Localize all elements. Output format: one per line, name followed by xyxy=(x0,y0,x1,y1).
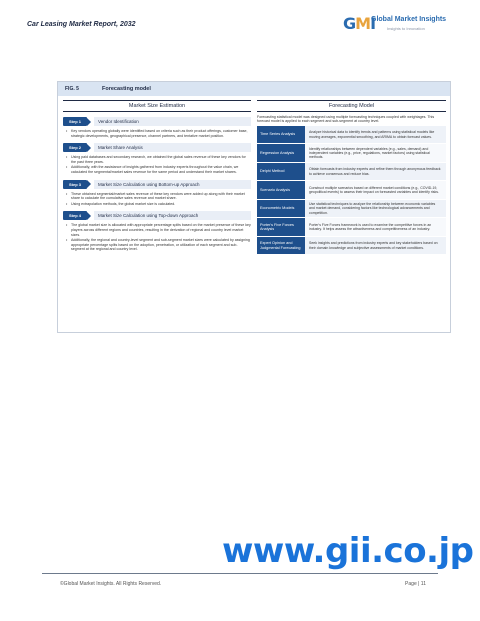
step-arrow-icon xyxy=(87,118,91,126)
right-column-heading: Forecasting Model xyxy=(257,100,446,112)
step-block xyxy=(63,180,251,207)
method-row xyxy=(257,163,446,181)
step-badge: Step 1 xyxy=(63,117,87,126)
report-title: Car Leasing Market Report, 2032 xyxy=(27,21,136,28)
step-body xyxy=(63,126,251,138)
step-bullet: • The global market size is allocated with appropriate percentage splits based on the market presence of these key players across different regions and countries, resulting in the derivation of regional and country level market sizes. xyxy=(66,223,251,237)
step-header xyxy=(63,180,251,189)
method-description: Analyze historical data to identify trends and patterns using statistical models like moving averages, exponential smoothing, and ARIMA to obtain forecast values. xyxy=(305,126,446,144)
method-name: Time Series Analysis xyxy=(257,126,305,144)
step-badge: Step 4 xyxy=(63,211,87,220)
method-table xyxy=(257,126,446,255)
step-arrow-icon xyxy=(87,212,91,220)
method-row xyxy=(257,126,446,144)
page-footer xyxy=(42,573,438,591)
copyright-text: ©Global Market Insights. All Rights Reserved. xyxy=(60,581,162,587)
forecasting-intro: Forecasting statistical model was designed using multiple forecasting techniques coupled with weightages. This forecast model is applied to each segment and sub-segment at country level. xyxy=(257,115,435,124)
step-bullet: • Using extrapolation methods, the global market size is calculated. xyxy=(66,202,251,207)
logo-name: Global Market Insights xyxy=(371,16,447,23)
step-body xyxy=(63,189,251,207)
step-title: Market Size Calculation using Bottom-up Approach xyxy=(94,180,251,189)
step-badge: Step 2 xyxy=(63,143,87,152)
watermark: www.gii.co.jp xyxy=(222,531,474,571)
step-block xyxy=(63,117,251,138)
step-arrow-icon xyxy=(87,180,91,188)
step-bullet: • Using paid databases and secondary research, we obtained the global sales revenue of these key vendors for the past three years. xyxy=(66,155,251,164)
forecasting-figure xyxy=(57,81,451,333)
method-name: Econometric Models xyxy=(257,200,305,218)
method-name: Delphi Method xyxy=(257,163,305,181)
method-name: Expert Opinion and Judgmental Forecasting xyxy=(257,237,305,255)
method-description: Identify relationships between dependent variables (e.g., sales, demand) and independent variables (e.g., price, regulations, market factors) using statistical methods. xyxy=(305,144,446,162)
step-bullet: • Additionally, with the assistance of insights gathered from industry experts throughout the value chain, we calculated the segmental/market sales revenue for the same period and understand their market shares. xyxy=(66,165,251,174)
method-row xyxy=(257,218,446,236)
step-header xyxy=(63,211,251,220)
step-header xyxy=(63,117,251,126)
method-description: Use statistical techniques to analyze the relationship between economic variables and market demand, considering factors like technological advancements and competition. xyxy=(305,200,446,218)
market-size-estimation-column xyxy=(63,100,251,328)
step-badge: Step 3 xyxy=(63,180,87,189)
logo-tagline: Insights to Innovation xyxy=(387,26,425,31)
left-column-heading: Market Size Estimation xyxy=(63,100,251,112)
step-bullet: • Key vendors operating globally were identified based on criteria such as their product offerings, customer base, strategic developments, geographical presence, channel partners, and tentative market position. xyxy=(66,129,251,138)
method-name: Scenario Analysis xyxy=(257,181,305,199)
step-block xyxy=(63,143,251,174)
figure-title-bar xyxy=(58,82,450,96)
method-row xyxy=(257,200,446,218)
method-description: Construct multiple scenarios based on different market conditions (e.g., COVID-19, geopolitical events) to assess their impact on forecasted variables and identify risks. xyxy=(305,181,446,199)
page-header xyxy=(0,0,480,40)
page-number: Page | 11 xyxy=(405,581,426,587)
step-bullet: • Additionally, the regional and country-level segment and sub-segment market sizes were calculated by assigning appropriate percentage splits based on the adoption, penetration, or utilization of each segment and sub-segment at the regional and country level. xyxy=(66,238,251,252)
step-title: Market Share Analysis xyxy=(94,143,251,152)
method-description: Seek insights and predictions from industry experts and key stakeholders based on their domain knowledge and subjective assessments of market conditions. xyxy=(305,237,446,255)
method-description: Obtain forecasts from industry experts and refine them through anonymous feedback to achieve consensus and reduce bias. xyxy=(305,163,446,181)
company-logo xyxy=(343,14,463,36)
method-row xyxy=(257,237,446,255)
figure-title: Forecasting model xyxy=(102,86,151,92)
method-row xyxy=(257,181,446,199)
step-title: Vendor Identification xyxy=(94,117,251,126)
method-name: Porter's Five Forces Analysis xyxy=(257,218,305,236)
step-arrow-icon xyxy=(87,144,91,152)
step-header xyxy=(63,143,251,152)
step-title: Market Size Calculation using Top-down Approach xyxy=(94,211,251,220)
method-name: Regression Analysis xyxy=(257,144,305,162)
step-body xyxy=(63,220,251,252)
method-row xyxy=(257,144,446,162)
step-list xyxy=(63,117,251,252)
logo-mark-icon: GMI xyxy=(343,14,376,33)
figure-number: FIG. 5 xyxy=(65,86,79,92)
step-body xyxy=(63,152,251,174)
method-description: Porter's Five Forces framework is used to examine the competitive forces in an industry. It helps assess the attractiveness and competitiveness of an industry. xyxy=(305,218,446,236)
step-block xyxy=(63,211,251,252)
step-bullet: • These obtained segmental/market sales revenue of these key vendors were added up along with their market share to calculate the cumulative sales revenue and market share. xyxy=(66,192,251,201)
forecasting-model-column xyxy=(257,100,446,328)
